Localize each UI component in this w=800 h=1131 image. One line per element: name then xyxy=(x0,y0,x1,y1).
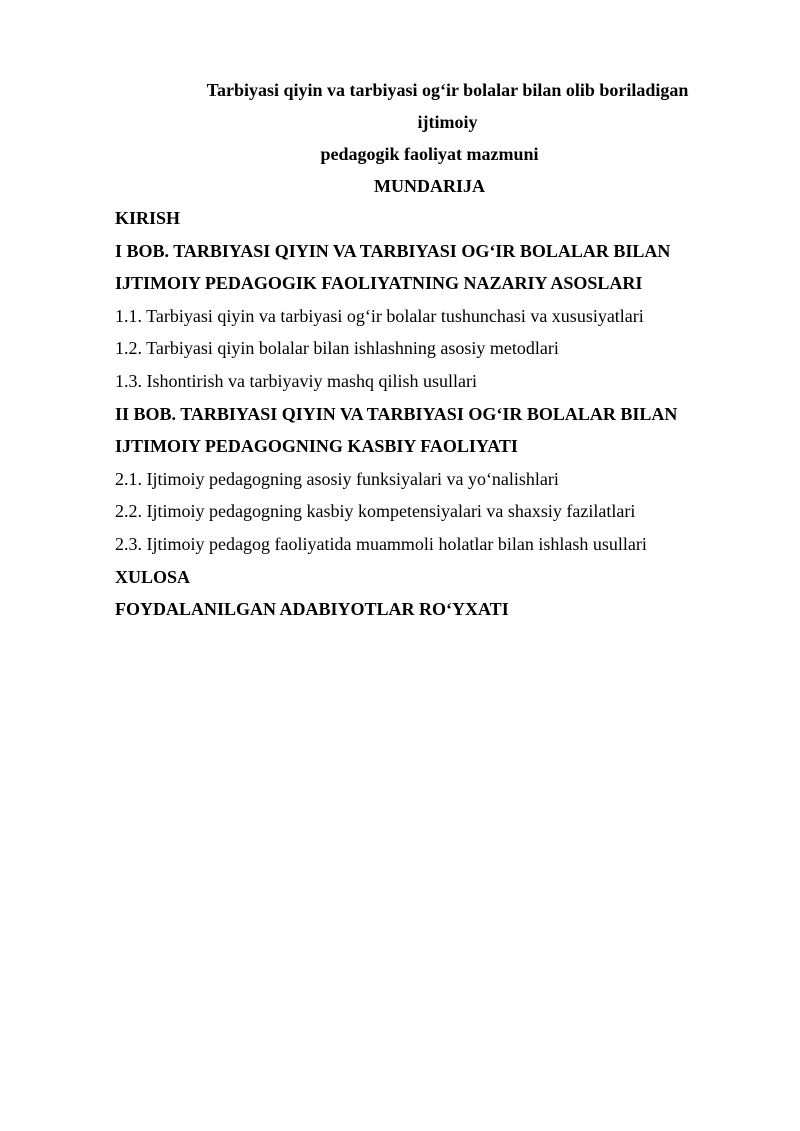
toc-item: IJTIMOIY PEDAGOGNING KASBIY FAOLIYATI xyxy=(115,436,518,457)
toc-item: 1.3. Ishontirish va tarbiyaviy mashq qilish usullari xyxy=(115,370,477,391)
toc-item: IJTIMOIY PEDAGOGIK FAOLIYATNING NAZARIY ASOSLARI xyxy=(115,273,643,294)
document-title xyxy=(115,74,720,170)
toc-item: 2.3. Ijtimoiy pedagog faoliyatida muammoli holatlar bilan ishlash usullari xyxy=(115,533,647,554)
toc-item: KIRISH xyxy=(115,208,181,228)
document-title-line-2: pedagogik faoliyat mazmuni xyxy=(320,144,539,164)
toc-item: I BOB. TARBIYASI QIYIN VA TARBIYASI OG‘IR BOLALAR BILAN xyxy=(115,240,671,261)
toc-item: II BOB. TARBIYASI QIYIN VA TARBIYASI OG‘IR BOLALAR BILAN xyxy=(115,403,678,424)
toc-item: XULOSA xyxy=(115,566,191,587)
toc-item: 1.2. Tarbiyasi qiyin bolalar bilan ishlashning asosiy metodlari xyxy=(115,338,559,359)
toc-item: 2.2. Ijtimoiy pedagogning kasbiy kompetensiyalari va shaxsiy fazilatlari xyxy=(115,501,636,522)
document-title-line-1: Tarbiyasi qiyin va tarbiyasi og‘ir bolalar bilan olib boriladigan ijtimoiy xyxy=(206,80,689,132)
toc-item: FOYDALANILGAN ADABIYOTLAR RO‘YXATI xyxy=(115,599,509,620)
toc-item: 2.1. Ijtimoiy pedagogning asosiy funksiyalari va yo‘nalishlari xyxy=(115,468,559,489)
toc-item: 1.1. Tarbiyasi qiyin va tarbiyasi og‘ir bolalar tushunchasi va xususiyatlari xyxy=(115,305,644,326)
toc-heading: MUNDARIJA xyxy=(374,176,485,196)
table-of-contents xyxy=(115,202,720,626)
